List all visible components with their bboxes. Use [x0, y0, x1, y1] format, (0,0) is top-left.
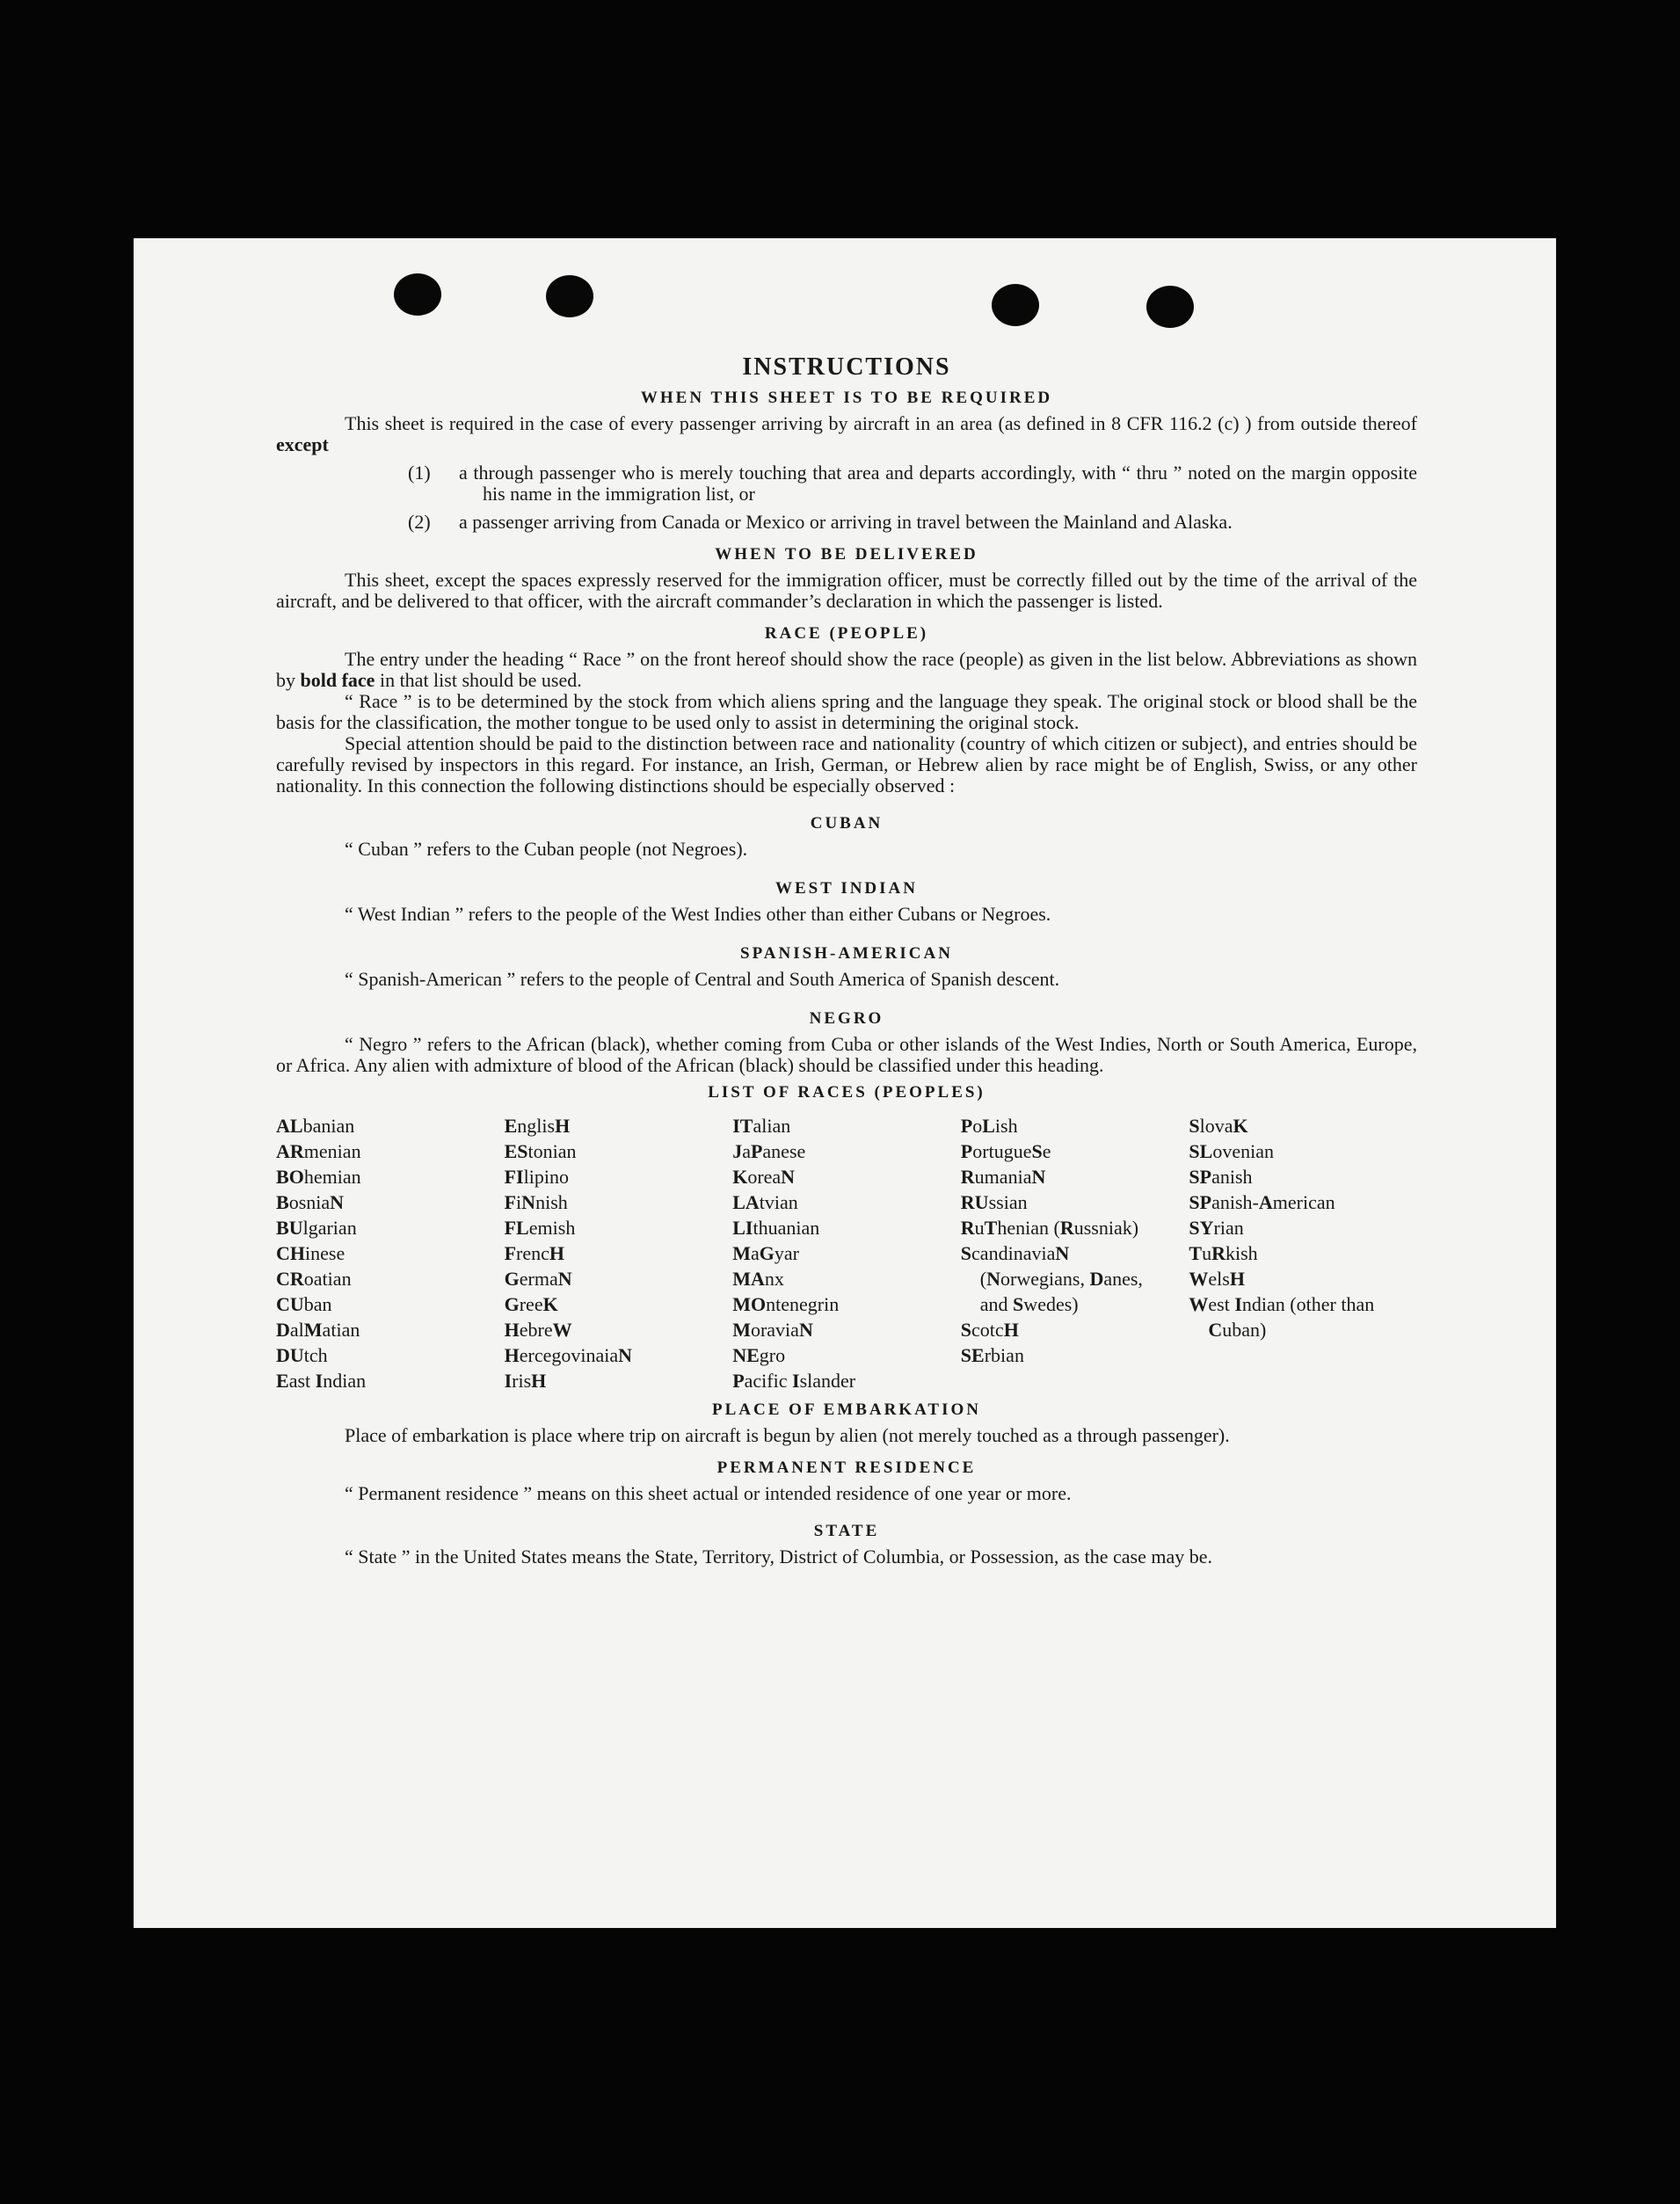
race-entry: TuRkish — [1189, 1242, 1258, 1264]
race-entry: ITalian — [732, 1115, 791, 1137]
race-entry: PortugueSe — [960, 1140, 1051, 1162]
spanish-american-text: “ Spanish-American ” refers to the people of Central and South America of Spanish descent. — [345, 968, 1060, 990]
race-entry: NEgro — [732, 1344, 786, 1366]
race-entry: GreeK — [504, 1293, 558, 1315]
state-text: “ State ” in the United States means the State, Territory, District of Columbia, or Possession, as the case may be. — [345, 1546, 1213, 1568]
race-entry: West Indian (other than Cuban) — [1189, 1293, 1375, 1341]
race-entry: MOntenegrin — [732, 1293, 840, 1315]
heading-cuban: CUBAN — [810, 814, 884, 833]
heading-when-required: WHEN THIS SHEET IS TO BE REQUIRED — [640, 389, 1053, 407]
race-entry: ARmenian — [276, 1140, 361, 1162]
heading-permanent-residence: PERMANENT RESIDENCE — [716, 1458, 977, 1477]
race-entry: GermaN — [504, 1268, 572, 1290]
race-entry: MAnx — [732, 1268, 784, 1290]
when-required-intro: This sheet is required in the case of every passenger arriving by aircraft in an area (as defined in 8 CFR 116.2 (c) ) from outside thereof except — [276, 412, 1417, 455]
race-entry: BOhemian — [276, 1166, 361, 1188]
race-entry: KoreaN — [732, 1166, 796, 1188]
race-entry: SErbian — [960, 1344, 1024, 1366]
race-entry: ScotcH — [960, 1319, 1019, 1341]
race-paragraph-1: The entry under the heading “ Race ” on the front hereof should show the race (people) as given in the list below. Abbreviations as shown by bold face in that list should be used. — [276, 648, 1417, 691]
race-entry: RUssian — [960, 1191, 1028, 1213]
heading-list-of-races: LIST OF RACES (PEOPLES) — [708, 1083, 985, 1102]
heading-race: RACE (PEOPLE) — [764, 624, 929, 643]
heading-state: STATE — [813, 1522, 880, 1540]
race-entry: FLemish — [504, 1217, 576, 1239]
race-entry: CRoatian — [276, 1268, 352, 1290]
exception-item-2: (2) a passenger arriving from Canada or Mexico or arriving in travel between the Mainland and Alaska. — [408, 511, 1233, 533]
race-entry: SPanish-American — [1189, 1191, 1335, 1213]
race-entry: CHinese — [276, 1242, 345, 1264]
punch-hole — [992, 284, 1039, 326]
race-entry: FIlipino — [504, 1166, 569, 1188]
document-sheet — [134, 238, 1556, 1928]
race-entry: EnglisH — [504, 1115, 571, 1137]
race-entry: FiNnish — [504, 1191, 568, 1213]
race-entry: HebreW — [504, 1319, 572, 1341]
race-entry: BUlgarian — [276, 1217, 357, 1239]
race-column — [961, 1113, 1189, 1393]
race-column — [1189, 1113, 1417, 1393]
race-paragraph-2: “ Race ” is to be determined by the stock from which aliens spring and the language they speak. The original stock or blood shall be the basis for the classification, the mother tongue to be used only to assist in determining the original stock. — [276, 690, 1417, 733]
punch-hole — [546, 275, 593, 317]
heading-place-of-embarkation: PLACE OF EMBARKATION — [712, 1400, 981, 1419]
race-entry: DUtch — [276, 1344, 328, 1366]
race-entry: MoraviaN — [732, 1319, 813, 1341]
page-title: INSTRUCTIONS — [742, 353, 951, 381]
race-entry: IrisH — [504, 1370, 547, 1392]
race-entry: PoLish — [960, 1115, 1018, 1137]
exception-item-1: (1) a through passenger who is merely touching that area and departs accordingly, with “ thru ” noted on the margin opposite his name in the immigration list, or — [408, 462, 1417, 505]
cuban-text: “ Cuban ” refers to the Cuban people (not Negroes). — [345, 838, 748, 860]
race-entry: ScandinaviaN (Norwegians, Danes, and Swedes) — [960, 1242, 1143, 1315]
race-list — [276, 1113, 1417, 1393]
race-entry: FrencH — [504, 1242, 565, 1264]
race-entry: DalMatian — [276, 1319, 360, 1341]
race-entry: ALbanian — [276, 1115, 355, 1137]
race-column — [505, 1113, 733, 1393]
heading-west-indian: WEST INDIAN — [775, 879, 918, 898]
race-entry: LAtvian — [732, 1191, 798, 1213]
place-of-embarkation-text: Place of embarkation is place where trip on aircraft is begun by alien (not merely touched as a through passenger). — [345, 1424, 1230, 1446]
race-entry: JaPanese — [732, 1140, 806, 1162]
race-paragraph-3: Special attention should be paid to the distinction between race and nationality (country of which citizen or subject), and entries should be carefully revised by inspectors in this regard. For instance, an Irish, German, or Hebrew alien by race might be of English, Swiss, or any other nationality. In this connection the following distinctions should be especially observed : — [276, 732, 1417, 796]
race-entry: SPanish — [1189, 1166, 1253, 1188]
race-entry: WelsH — [1189, 1268, 1245, 1290]
punch-hole — [394, 273, 441, 316]
heading-spanish-american: SPANISH-AMERICAN — [740, 944, 953, 963]
negro-text: “ Negro ” refers to the African (black), whether coming from Cuba or other islands of the West Indies, North or South America, Europe, or Africa. Any alien with admixture of blood of the African (black) should be classified under this heading. — [276, 1033, 1417, 1076]
heading-negro: NEGRO — [809, 1009, 884, 1028]
race-column — [276, 1113, 505, 1393]
race-column — [732, 1113, 961, 1393]
race-entry: BosniaN — [276, 1191, 345, 1213]
race-entry: SlovaK — [1189, 1115, 1248, 1137]
punch-hole — [1146, 286, 1194, 328]
race-entry: RuThenian (Russniak) — [960, 1217, 1139, 1239]
instructions-content — [276, 353, 1417, 1568]
race-entry: LIthuanian — [732, 1217, 820, 1239]
race-entry: SLovenian — [1189, 1140, 1274, 1162]
race-entry: EStonian — [504, 1140, 577, 1162]
race-entry: CUban — [276, 1293, 332, 1315]
permanent-residence-text: “ Permanent residence ” means on this sheet actual or intended residence of one year or more. — [345, 1482, 1072, 1504]
west-indian-text: “ West Indian ” refers to the people of the West Indies other than either Cubans or Negroes. — [345, 903, 1051, 925]
race-entry: MaGyar — [732, 1242, 799, 1264]
race-entry: SYrian — [1189, 1217, 1244, 1239]
race-entry: HercegovinaiaN — [504, 1344, 633, 1366]
race-entry: Pacific Islander — [732, 1370, 856, 1392]
when-delivered-text: This sheet, except the spaces expressly reserved for the immigration officer, must be correctly filled out by the time of the arrival of the aircraft, and be delivered to that officer, with the aircraft commander’s declaration in which the passenger is listed. — [276, 569, 1417, 612]
race-entry: East Indian — [276, 1370, 367, 1392]
heading-when-delivered: WHEN TO BE DELIVERED — [715, 545, 978, 564]
race-entry: RumaniaN — [960, 1166, 1046, 1188]
